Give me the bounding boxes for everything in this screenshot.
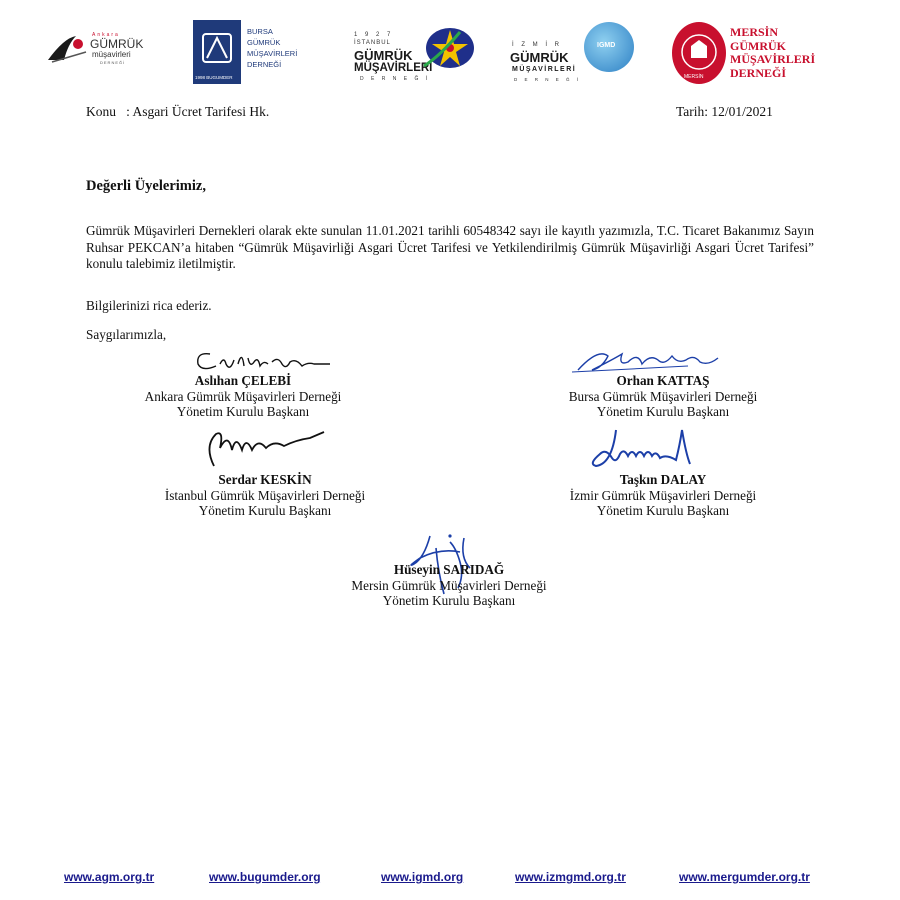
footer-link-izmgmd[interactable]: www.izmgmd.org.tr — [515, 870, 626, 884]
izmir-logo-city: İ Z M İ R — [512, 42, 562, 48]
izmir-logo — [508, 22, 634, 86]
izmir-logo-line1: GÜMRÜK — [510, 50, 569, 65]
bursa-logo-year: 1998 BUGUMDER — [195, 75, 233, 80]
agm-logo-city: Ankara — [92, 32, 120, 38]
signatory-title: Yönetim Kurulu Başkanı — [198, 503, 332, 518]
footer-link-igmd[interactable]: www.igmd.org — [381, 870, 464, 884]
agm-mark-icon — [46, 30, 96, 70]
mersin-logo-line3: MÜŞAVİRLERİ — [730, 52, 816, 66]
mersin-logo — [672, 20, 816, 86]
izmir-globe-emblem — [584, 22, 634, 72]
bursa-logo-line4: DERNEĞİ — [247, 60, 282, 69]
signatory-org: Mersin Gümrük Müşavirleri Derneği — [351, 577, 547, 593]
mersin-logo-line4: DERNEĞİ — [730, 65, 787, 80]
mersin-logo-line1: MERSİN — [730, 25, 779, 39]
footer-link-bugumder[interactable]: www.bugumder.org — [209, 870, 321, 884]
bursa-logo-line3: MÜŞAVİRLERİ — [247, 49, 298, 58]
signatory-title: Yönetim Kurulu Başkanı — [596, 404, 730, 419]
signature-celebi — [190, 346, 340, 376]
bursa-logo-line1: BURSA — [247, 27, 273, 36]
istanbul-logo-year: 1 9 2 7 — [354, 32, 394, 38]
signatory-name: Serdar KESKİN — [218, 472, 312, 487]
signatory-org: İstanbul Gümrük Müşavirleri Derneği — [164, 487, 366, 503]
letter-date: Tarih: 12/01/2021 — [676, 104, 773, 119]
signature-kattas — [568, 346, 728, 376]
closing-request: Bilgilerinizi rica ederiz. — [86, 298, 212, 313]
istanbul-star-emblem-icon — [420, 22, 476, 74]
closing-regards: Saygılarımızla, — [86, 327, 167, 342]
mersin-logo-line2: GÜMRÜK — [730, 38, 786, 53]
signatory-kattas — [518, 373, 808, 420]
signature-keskin — [200, 426, 330, 472]
istanbul-logo-line1: GÜMRÜK — [354, 48, 413, 63]
footer-link-agm[interactable]: www.agm.org.tr — [64, 870, 155, 884]
signatory-title: Yönetim Kurulu Başkanı — [176, 404, 310, 419]
agm-logo-line4: DERNEĞİ — [100, 60, 126, 65]
salutation: Değerli Üyelerimiz, — [86, 178, 206, 194]
footer-link-mergumder[interactable]: www.mergumder.org.tr — [679, 870, 810, 884]
bursa-logo-line2: GÜMRÜK — [247, 38, 281, 47]
signatory-org: Bursa Gümrük Müşavirleri Derneği — [568, 388, 758, 404]
subject-line: Konu : Asgari Ücret Tarifesi Hk. — [86, 104, 270, 119]
signatory-saridag — [304, 562, 594, 609]
signatory-name: Hüseyin SARIDAĞ — [393, 562, 505, 577]
mersin-logo-seal: MERSİN — [684, 74, 704, 80]
signatory-title: Yönetim Kurulu Başkanı — [382, 593, 516, 608]
signatory-name: Taşkın DALAY — [619, 472, 707, 487]
signature-dalay — [586, 424, 706, 474]
izmir-logo-badge: IGMD — [597, 42, 616, 49]
signatory-title: Yönetim Kurulu Başkanı — [596, 503, 730, 518]
signatory-org: İzmir Gümrük Müşavirleri Derneği — [569, 487, 757, 503]
signatory-org: Ankara Gümrük Müşavirleri Derneği — [144, 388, 342, 404]
istanbul-logo — [352, 22, 478, 86]
istanbul-logo-line3: D E R N E Ğ İ — [360, 76, 431, 82]
istanbul-logo-line2: MÜŞAVİRLERİ — [354, 62, 433, 74]
bursa-mark-icon — [193, 24, 241, 74]
signatory-keskin — [120, 472, 410, 519]
mersin-seal-emblem — [672, 22, 726, 84]
signatory-name: Aslıhan ÇELEBİ — [194, 373, 292, 388]
agm-logo-line3: müşavirleri — [92, 50, 131, 59]
bursa-emblem — [193, 20, 241, 84]
signatory-dalay — [518, 472, 808, 519]
izmir-logo-line3: D E R N E Ğ İ — [514, 77, 582, 82]
signatory-celebi — [98, 373, 388, 420]
agm-logo — [46, 26, 156, 76]
bursa-logo — [193, 20, 298, 84]
agm-logo-line2: GÜMRÜK — [90, 37, 144, 51]
body-paragraph: Gümrük Müşavirleri Dernekleri olarak ekte sunulan 11.01.2021 tarihli 60548342 sayı ile kayıtlı yazımızla, T.C. Ticaret Bakanımız Sayın Ruhsar PEKCAN’a hitaben “Gümrük Müşavirliği Asgari Ücret Tarifesi ve Yetkilendirilmiş Gümrük Müşavirliği Asgari Ücret Tarifesi” konulu talebimiz iletilmiştir. — [86, 223, 814, 271]
istanbul-logo-city: İSTANBUL — [354, 40, 391, 46]
izmir-logo-line2: MÜŞAVİRLERİ — [512, 66, 577, 73]
signatory-name: Orhan KATTAŞ — [616, 373, 710, 388]
